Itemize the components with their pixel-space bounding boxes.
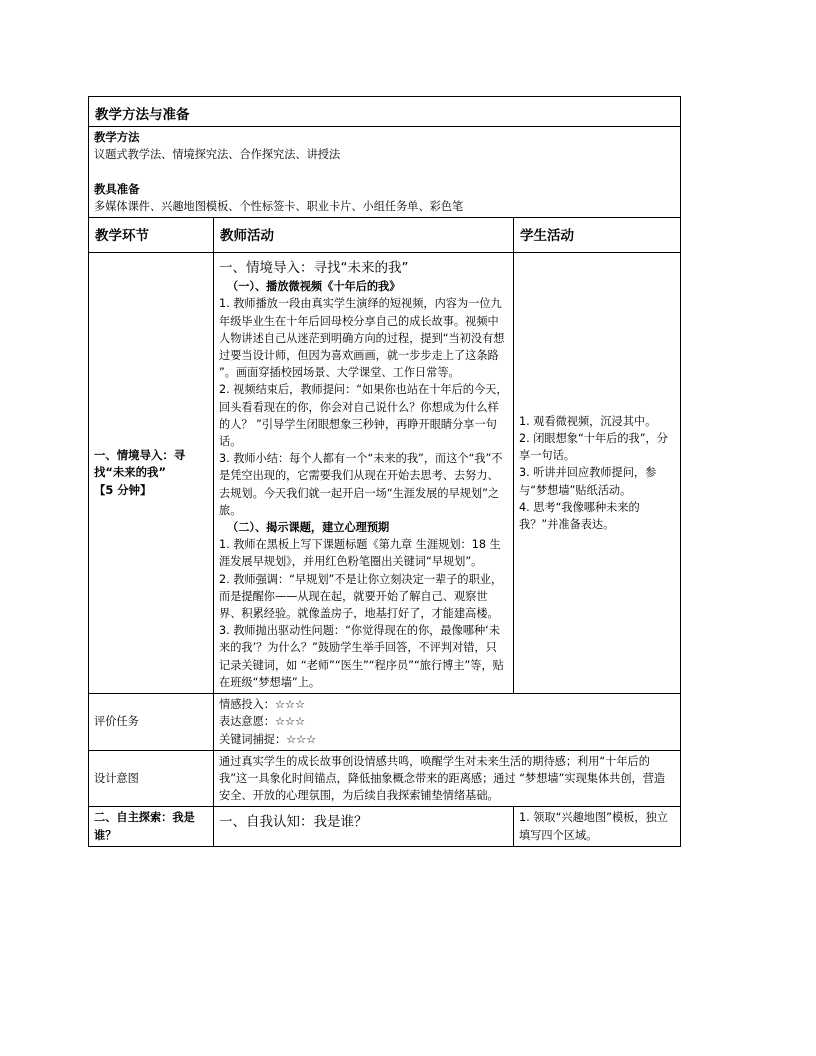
stage1-part1-item: 3. 教师小结：每个人都有一个“未来的我”，而这个“我”不是凭空出现的，它需要我们从现在开始去思考、去努力、去规划。今天我们就一起开启一场“生涯发展的早规划”之旅。 (219, 452, 503, 517)
evaluation-row (89, 694, 681, 751)
student-item: 2. 闭眼想象“十年后的我”，分享一句话。 (519, 432, 668, 463)
evaluation-item: 表达意愿：☆☆☆ (219, 715, 306, 729)
stage1-teacher-activity (214, 253, 514, 694)
student-item: 3. 听讲并回应教师提问，参与“梦想墙”贴纸活动。 (519, 466, 657, 497)
method-heading: 教学方法 (94, 130, 140, 145)
stage2-student-activity: 1. 领取“兴趣地图”模板，独立填写四个区域。 (514, 807, 681, 846)
stage2-heading: 一、自我认知：我是谁？ (219, 814, 368, 831)
header-teacher: 教师活动 (214, 218, 514, 253)
evaluation-label: 评价任务 (89, 694, 214, 751)
stage1-name-line3: 【5 分钟】 (94, 482, 152, 497)
stage1-part2-item: 1. 教师在黑板上写下课题标题《第九章 生涯规划：18 生涯发展早规划》，并用红色粉笔圈出关键词“早规划”。 (219, 538, 501, 569)
stage1-part2-title: （二）、揭示课题，建立心理预期 (227, 521, 390, 535)
design-label: 设计意图 (89, 750, 214, 807)
stage1-student-activity (514, 253, 681, 694)
prep-content (89, 127, 681, 218)
prep-title: 教学方法与准备 (89, 97, 681, 127)
stage2-row (89, 807, 681, 846)
stage1-part1-title: （一）、播放微视频《十年后的我》 (227, 280, 401, 294)
evaluation-item: 关键词捕捉：☆☆☆ (219, 732, 317, 746)
stage1-name-line1: 一、情境导入：寻 (94, 448, 186, 463)
method-text: 议题式教学法、情境探究法、合作探究法、讲授法 (94, 148, 341, 162)
stage1-heading: 一、情境导入：寻找“未来的我” (219, 260, 409, 277)
stage1-part2-item: 3. 教师抛出驱动性问题：“你觉得现在的你，最像哪种‘未来的我’？为什么？”鼓励学生举手回答，不评判对错，只记录关键词，如 “老师”“医生”“程序员”“旅行博主”等，贴在班级“梦想墙”上。 (219, 624, 504, 689)
header-row (89, 218, 681, 253)
stage2-teacher-activity (214, 807, 514, 846)
student-item: 4. 思考“我像哪种未来的我？”并准备表达。 (519, 500, 640, 532)
prep-content-row (89, 127, 681, 218)
evaluation-content (214, 694, 681, 751)
stage1-part1-item: 1. 教师播放一段由真实学生演绎的短视频，内容为一位九年级毕业生在十年后回母校分享自己的成长故事。视频中人物讲述自己从迷茫到明确方向的过程，提到“当初没有想过要当设计师，但因为喜欢画画，就一步步走上了这条路 ”。画面穿插校园场景、大学课堂、工作日常等。 (219, 297, 505, 380)
stage1-name-line2: 找“未来的我” (94, 465, 166, 480)
stage1-row (89, 253, 681, 694)
evaluation-item: 情感投入：☆☆☆ (219, 698, 306, 712)
tools-heading: 教具准备 (94, 181, 140, 196)
design-text: 通过真实学生的成长故事创设情感共鸣，唤醒学生对未来生活的期待感；利用“十年后的我”这一具象化时间锚点，降低抽象概念带来的距离感；通过 “梦想墙”实现集体共创，营造安全、开放的心理氛围，为后续自我探索铺垫情绪基础。 (214, 750, 681, 807)
design-row (89, 750, 681, 807)
lesson-plan-table (88, 96, 681, 847)
spacer (94, 164, 675, 181)
stage1-name (89, 253, 214, 694)
stage2-name: 二、自主探索：我是谁？ (89, 807, 214, 846)
header-stage: 教学环节 (89, 218, 214, 253)
stage1-part1-item: 2. 视频结束后，教师提问：“如果你也站在十年后的今天，回头看看现在的你，你会对自己说什么？你想成为什么样的人？ ”引导学生闭眼想象三秒钟，再睁开眼睛分享一句话。 (219, 383, 508, 449)
stage1-part2-item: 2. 教师强调：“早规划”不是让你立刻决定一辈子的职业，而是提醒你——从现在起，就要开始了解自己、观察世界、积累经验。就像盖房子，地基打好了，才能建高楼。 (219, 572, 503, 621)
header-student: 学生活动 (514, 218, 681, 253)
tools-text: 多媒体课件、兴趣地图模板、个性标签卡、职业卡片、小组任务单、彩色笔 (94, 199, 464, 213)
prep-title-row (89, 97, 681, 127)
lesson-plan-page (88, 96, 680, 847)
student-item: 1. 观看微视频，沉浸其中。 (519, 414, 657, 428)
